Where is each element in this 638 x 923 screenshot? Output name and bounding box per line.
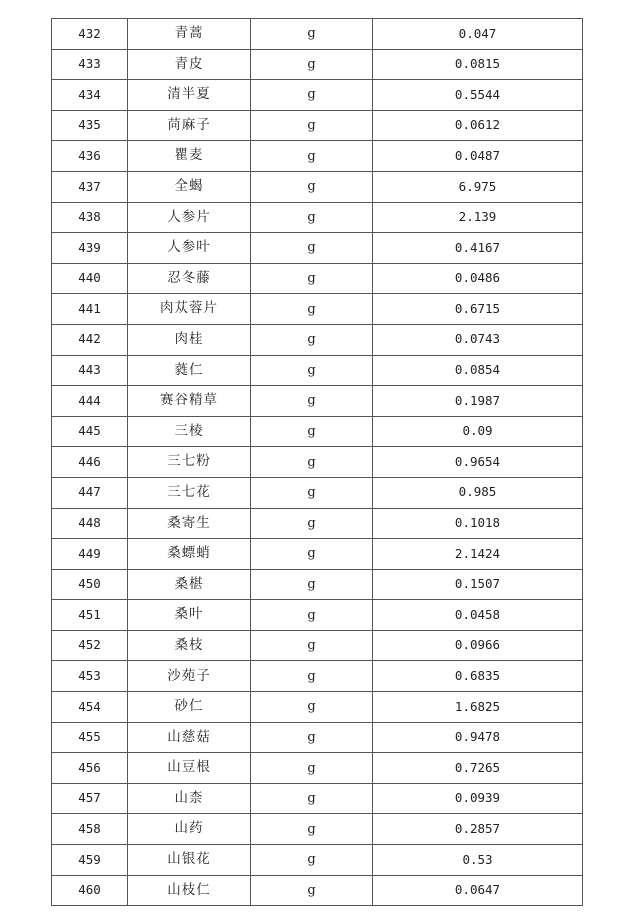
table-row bbox=[52, 692, 583, 723]
unit-cell: g bbox=[251, 508, 373, 539]
unit-cell: g bbox=[251, 294, 373, 325]
table-row bbox=[52, 202, 583, 233]
value-cell: 6.975 bbox=[373, 171, 583, 202]
item-name-cell: 人参片 bbox=[128, 202, 251, 233]
row-number-cell: 456 bbox=[52, 753, 128, 784]
unit-cell: g bbox=[251, 600, 373, 631]
unit-cell: g bbox=[251, 416, 373, 447]
item-name-cell: 山豆根 bbox=[128, 753, 251, 784]
unit-cell: g bbox=[251, 19, 373, 50]
unit-cell: g bbox=[251, 233, 373, 264]
item-name-cell: 三七粉 bbox=[128, 447, 251, 478]
table-row bbox=[52, 386, 583, 417]
table-row bbox=[52, 722, 583, 753]
value-cell: 0.0486 bbox=[373, 263, 583, 294]
unit-cell: g bbox=[251, 386, 373, 417]
row-number-cell: 460 bbox=[52, 875, 128, 906]
value-cell: 0.985 bbox=[373, 477, 583, 508]
unit-cell: g bbox=[251, 783, 373, 814]
row-number-cell: 439 bbox=[52, 233, 128, 264]
table-row bbox=[52, 294, 583, 325]
table-row bbox=[52, 630, 583, 661]
item-name-cell: 青蒿 bbox=[128, 19, 251, 50]
table-body bbox=[52, 19, 583, 906]
item-name-cell: 肉桂 bbox=[128, 324, 251, 355]
value-cell: 0.0612 bbox=[373, 110, 583, 141]
value-cell: 0.7265 bbox=[373, 753, 583, 784]
table-row bbox=[52, 233, 583, 264]
row-number-cell: 453 bbox=[52, 661, 128, 692]
item-name-cell: 桑椹 bbox=[128, 569, 251, 600]
value-cell: 0.9654 bbox=[373, 447, 583, 478]
item-name-cell: 山枝仁 bbox=[128, 875, 251, 906]
item-name-cell: 三棱 bbox=[128, 416, 251, 447]
unit-cell: g bbox=[251, 875, 373, 906]
item-name-cell: 三七花 bbox=[128, 477, 251, 508]
table-row bbox=[52, 875, 583, 906]
unit-cell: g bbox=[251, 141, 373, 172]
unit-cell: g bbox=[251, 692, 373, 723]
item-name-cell: 山柰 bbox=[128, 783, 251, 814]
row-number-cell: 437 bbox=[52, 171, 128, 202]
unit-cell: g bbox=[251, 630, 373, 661]
table-row bbox=[52, 753, 583, 784]
row-number-cell: 434 bbox=[52, 80, 128, 111]
unit-cell: g bbox=[251, 753, 373, 784]
table-row bbox=[52, 661, 583, 692]
value-cell: 0.0939 bbox=[373, 783, 583, 814]
row-number-cell: 432 bbox=[52, 19, 128, 50]
table-row bbox=[52, 783, 583, 814]
item-name-cell: 沙苑子 bbox=[128, 661, 251, 692]
value-cell: 0.0487 bbox=[373, 141, 583, 172]
item-name-cell: 全蝎 bbox=[128, 171, 251, 202]
table-row bbox=[52, 569, 583, 600]
unit-cell: g bbox=[251, 447, 373, 478]
value-cell: 0.09 bbox=[373, 416, 583, 447]
value-cell: 0.6715 bbox=[373, 294, 583, 325]
row-number-cell: 448 bbox=[52, 508, 128, 539]
row-number-cell: 438 bbox=[52, 202, 128, 233]
item-name-cell: 砂仁 bbox=[128, 692, 251, 723]
unit-cell: g bbox=[251, 661, 373, 692]
unit-cell: g bbox=[251, 263, 373, 294]
item-name-cell: 瞿麦 bbox=[128, 141, 251, 172]
table-row bbox=[52, 416, 583, 447]
value-cell: 0.9478 bbox=[373, 722, 583, 753]
table-row bbox=[52, 80, 583, 111]
row-number-cell: 446 bbox=[52, 447, 128, 478]
table-row bbox=[52, 845, 583, 876]
value-cell: 0.0815 bbox=[373, 49, 583, 80]
item-name-cell: 山药 bbox=[128, 814, 251, 845]
unit-cell: g bbox=[251, 171, 373, 202]
item-name-cell: 桑寄生 bbox=[128, 508, 251, 539]
row-number-cell: 457 bbox=[52, 783, 128, 814]
unit-cell: g bbox=[251, 110, 373, 141]
value-cell: 1.6825 bbox=[373, 692, 583, 723]
unit-cell: g bbox=[251, 814, 373, 845]
item-name-cell: 肉苁蓉片 bbox=[128, 294, 251, 325]
value-cell: 0.6835 bbox=[373, 661, 583, 692]
row-number-cell: 444 bbox=[52, 386, 128, 417]
row-number-cell: 443 bbox=[52, 355, 128, 386]
value-cell: 0.1507 bbox=[373, 569, 583, 600]
unit-cell: g bbox=[251, 539, 373, 570]
row-number-cell: 452 bbox=[52, 630, 128, 661]
value-cell: 2.139 bbox=[373, 202, 583, 233]
row-number-cell: 449 bbox=[52, 539, 128, 570]
item-name-cell: 山银花 bbox=[128, 845, 251, 876]
row-number-cell: 458 bbox=[52, 814, 128, 845]
value-cell: 0.047 bbox=[373, 19, 583, 50]
row-number-cell: 435 bbox=[52, 110, 128, 141]
table-row bbox=[52, 814, 583, 845]
row-number-cell: 442 bbox=[52, 324, 128, 355]
item-name-cell: 忍冬藤 bbox=[128, 263, 251, 294]
row-number-cell: 445 bbox=[52, 416, 128, 447]
value-cell: 0.1987 bbox=[373, 386, 583, 417]
row-number-cell: 433 bbox=[52, 49, 128, 80]
table-row bbox=[52, 19, 583, 50]
row-number-cell: 451 bbox=[52, 600, 128, 631]
item-name-cell: 桑叶 bbox=[128, 600, 251, 631]
table-row bbox=[52, 324, 583, 355]
unit-cell: g bbox=[251, 80, 373, 111]
unit-cell: g bbox=[251, 49, 373, 80]
table-row bbox=[52, 447, 583, 478]
value-cell: 0.5544 bbox=[373, 80, 583, 111]
table-row bbox=[52, 355, 583, 386]
value-cell: 0.0743 bbox=[373, 324, 583, 355]
value-cell: 0.53 bbox=[373, 845, 583, 876]
table-row bbox=[52, 508, 583, 539]
row-number-cell: 450 bbox=[52, 569, 128, 600]
value-cell: 0.0854 bbox=[373, 355, 583, 386]
table-row bbox=[52, 110, 583, 141]
row-number-cell: 447 bbox=[52, 477, 128, 508]
item-name-cell: 人参叶 bbox=[128, 233, 251, 264]
table-row bbox=[52, 141, 583, 172]
item-name-cell: 青皮 bbox=[128, 49, 251, 80]
unit-cell: g bbox=[251, 477, 373, 508]
item-name-cell: 蕤仁 bbox=[128, 355, 251, 386]
row-number-cell: 455 bbox=[52, 722, 128, 753]
table-row bbox=[52, 600, 583, 631]
item-name-cell: 赛谷精草 bbox=[128, 386, 251, 417]
price-table bbox=[51, 18, 583, 906]
item-name-cell: 山慈菇 bbox=[128, 722, 251, 753]
unit-cell: g bbox=[251, 722, 373, 753]
unit-cell: g bbox=[251, 324, 373, 355]
table-row bbox=[52, 171, 583, 202]
table-row bbox=[52, 49, 583, 80]
value-cell: 0.0647 bbox=[373, 875, 583, 906]
table-row bbox=[52, 539, 583, 570]
unit-cell: g bbox=[251, 355, 373, 386]
row-number-cell: 454 bbox=[52, 692, 128, 723]
item-name-cell: 清半夏 bbox=[128, 80, 251, 111]
row-number-cell: 459 bbox=[52, 845, 128, 876]
unit-cell: g bbox=[251, 845, 373, 876]
item-name-cell: 桑枝 bbox=[128, 630, 251, 661]
table-row bbox=[52, 263, 583, 294]
value-cell: 0.0458 bbox=[373, 600, 583, 631]
item-name-cell: 苘麻子 bbox=[128, 110, 251, 141]
unit-cell: g bbox=[251, 569, 373, 600]
unit-cell: g bbox=[251, 202, 373, 233]
value-cell: 2.1424 bbox=[373, 539, 583, 570]
value-cell: 0.0966 bbox=[373, 630, 583, 661]
row-number-cell: 436 bbox=[52, 141, 128, 172]
table-row bbox=[52, 477, 583, 508]
value-cell: 0.2857 bbox=[373, 814, 583, 845]
row-number-cell: 440 bbox=[52, 263, 128, 294]
value-cell: 0.1018 bbox=[373, 508, 583, 539]
row-number-cell: 441 bbox=[52, 294, 128, 325]
value-cell: 0.4167 bbox=[373, 233, 583, 264]
item-name-cell: 桑螵蛸 bbox=[128, 539, 251, 570]
